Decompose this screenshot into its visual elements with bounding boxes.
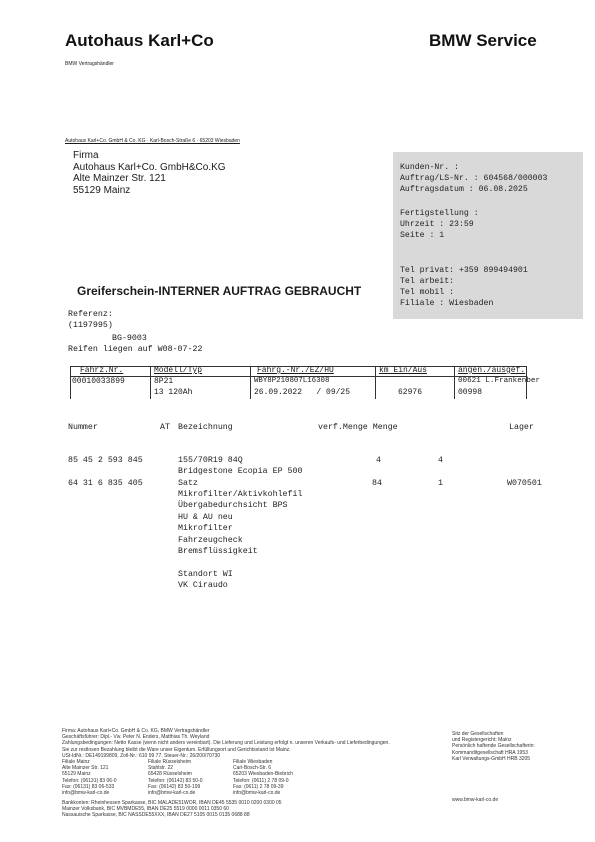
footer-branch-line: Telefon: (06142) 83 50-0 xyxy=(148,777,203,784)
referenz-label: Referenz: xyxy=(68,310,113,319)
footer-branch-line: info@bmw-karl-co.de xyxy=(233,790,281,797)
footer-branch-line: Alte Mainzer Str. 121 xyxy=(62,765,109,772)
recipient-line-4: 55129 Mainz xyxy=(73,184,131,196)
items-header-bezeichnung: Bezeichnung xyxy=(178,423,233,432)
footer-register-line: Kommanditgesellschaft HRA 1953 xyxy=(452,749,528,756)
vehicle-col-sep xyxy=(454,366,455,399)
service-brand: BMW Service xyxy=(429,31,537,50)
footer-bank-line: Nassauische Sparkasse, BIC NASSDE55XXX, IBAN DE27 5105 0015 0135 0688 88 xyxy=(62,812,250,819)
info-tel-privat: Tel privat: +359 899494901 xyxy=(400,266,528,275)
footer-branch-line: info@bmw-karl-co.de xyxy=(148,790,196,797)
items-header-menge: verf.Menge Menge xyxy=(318,423,398,432)
document-title: Greiferschein-INTERNER AUFTRAG GEBRAUCHT xyxy=(77,284,362,298)
sender-line: Autohaus Karl+Co. GmbH & Co. KG · Karl-Bosch-Straße 6 · 65203 Wiesbaden xyxy=(65,138,240,144)
item-2-lager: W070501 xyxy=(507,479,542,488)
vehicle-km: 62976 xyxy=(398,388,423,397)
info-datum: Auftragsdatum : 06.08.2025 xyxy=(400,185,528,194)
footer-branch-line: Telefon: (0611) 2 78 09-0 xyxy=(233,777,289,784)
footer-branch-wiesbaden xyxy=(233,759,293,796)
vehicle-vin: WBY8P210807L16308 xyxy=(254,377,330,385)
vehicle-header-km: km Ein/Aus xyxy=(379,366,428,375)
reifen-location: Reifen liegen auf W08-07-22 xyxy=(68,345,203,354)
footer-branch-line: 65203 Wiesbaden-Biebrich xyxy=(233,771,294,778)
vehicle-table xyxy=(70,366,541,399)
footer-bank-line: Bankkonten: Rheinhessen Sparkasse, BIC MALADE51WOR, IBAN DE45 5535 0010 0200 0300 05 xyxy=(62,800,282,806)
vehicle-header-angen: angen./ausgef. xyxy=(458,366,526,375)
footer-branch-line: Carl-Bosch-Str. 6 xyxy=(233,765,272,772)
item-2-bez-line-6: Fahrzeugcheck xyxy=(178,536,243,545)
footer-branch-line: 55129 Mainz xyxy=(62,771,91,778)
footer-branch-ruesselsheim xyxy=(148,759,202,796)
item-2-bez-line-7: Bremsflüssigkeit xyxy=(178,547,258,556)
footer-legal-line: Zahlungsbedingungen: Netto Kasse (wenn nicht anders vereinbart). Die Lieferung und Leistung erfolgt n. unseren Verkaufs- und Lieferbedingungen. xyxy=(62,740,390,747)
order-info-box xyxy=(393,152,583,319)
items-header-lager: Lager xyxy=(509,423,534,432)
vehicle-ausgefuehrt: 00998 xyxy=(458,388,483,397)
footer-register xyxy=(452,731,535,762)
footer-register-line: Karl Verwaltungs-GmbH HRB 3205 xyxy=(452,755,531,762)
vehicle-col-sep xyxy=(150,366,151,399)
item-2-bez-line-1: Satz xyxy=(178,479,198,488)
item-2-menge: 1 xyxy=(438,479,443,488)
info-tel-arbeit: Tel arbeit: xyxy=(400,277,455,286)
footer-branch-line: Filiale Wiesbaden xyxy=(233,759,273,765)
info-tel-mobil: Tel mobil : xyxy=(400,288,455,297)
footer-website[interactable]: www.bmw-karl-co.de xyxy=(452,797,499,803)
footer-register-line: und Registergericht: Mainz xyxy=(452,737,512,744)
item-2-bez-line-4: HU & AU neu xyxy=(178,513,233,522)
footer-branch-line: Fax: (06142) 83 50-199 xyxy=(148,783,201,790)
footer-register-line: Persönlich haftende Gesellschafterin: xyxy=(452,743,535,750)
item-1-bez-line-2: Bridgestone Ecopia EP 500 xyxy=(178,467,303,476)
item-2-bez-line-2: Mikrofilter/Aktivkohlefil xyxy=(178,490,303,499)
info-seite: Seite : 1 xyxy=(400,231,445,240)
footer-branch-line: info@bmw-karl-co.de xyxy=(62,790,110,797)
item-2-bez-line-3: Übergabedurchsicht BPS xyxy=(178,501,288,510)
vehicle-header-fahrg: Fahrg.-Nr./EZ/HU xyxy=(257,366,334,375)
footer-bank xyxy=(62,800,282,819)
vehicle-fahrz-nr: 00010033899 xyxy=(72,377,125,386)
item-2-nummer: 64 31 6 835 405 xyxy=(68,479,143,488)
footer-register-line: Sitz der Gesellschaften xyxy=(452,731,504,737)
company-subtitle: BMW Vertragshändler xyxy=(65,61,114,67)
footer-branch-line: Filiale Mainz xyxy=(62,759,90,765)
footer-bank-line: Mainzer Volksbank, BIC MVBMDE55, IBAN DE25 5519 0000 0011 0350 60 xyxy=(62,806,229,813)
item-1-verf-menge: 4 xyxy=(376,456,381,465)
referenz-value: (1197995) xyxy=(68,321,113,330)
item-2-verf-menge: 84 xyxy=(372,479,382,488)
footer-branch-line: Stahlstr. 22 xyxy=(148,765,174,772)
company-name: Autohaus Karl+Co xyxy=(65,31,214,50)
footer-legal xyxy=(62,728,390,759)
footer-legal-line: Firma: Autohaus Karl+Co. GmbH & Co. KG, BMW Vertragshändler xyxy=(62,728,210,734)
footer-legal-line: Geschäftsführer: Dipl.- Vw. Peter N. Enders, Matthias Th. Weyland xyxy=(62,734,210,741)
footer-legal-line: USt-IdNr.: DE149199809, Zoll-Nr.: 610 99 77, Steuer-Nr.: 26/200/70730 xyxy=(62,752,221,759)
vehicle-col-sep xyxy=(375,366,376,399)
info-fertigstellung: Fertigstellung : xyxy=(400,209,479,218)
items-header-nummer: Nummer xyxy=(68,423,98,432)
recipient-line-1: Firma xyxy=(73,150,99,161)
standort-line-2: VK Ciraudo xyxy=(178,581,228,590)
footer-branch-line: 65428 Rüsselsheim xyxy=(148,771,192,778)
footer-branch-mainz xyxy=(62,759,116,796)
vehicle-col-sep xyxy=(250,366,251,399)
vehicle-battery: 13 120Ah xyxy=(154,388,193,397)
vehicle-angenommen: 00621 L.Frankenber xyxy=(458,377,541,385)
item-1-bez-line-1: 155/70R19 84Q xyxy=(178,456,243,465)
info-uhrzeit: Uhrzeit : 23:59 xyxy=(400,220,474,229)
recipient-address xyxy=(73,150,226,196)
referenz-code: BG-9003 xyxy=(112,334,147,343)
items-header-at: AT xyxy=(160,423,170,432)
info-filiale: Filiale : Wiesbaden xyxy=(400,299,494,308)
footer-branch-line: Fax: (06131) 83 06-533 xyxy=(62,783,115,790)
info-kunden-nr: Kunden-Nr. : xyxy=(400,163,459,172)
standort-line-1: Standort WI xyxy=(178,570,233,579)
item-1-menge: 4 xyxy=(438,456,443,465)
info-auftrag: Auftrag/LS-Nr. : 604568/000003 xyxy=(400,174,548,183)
vehicle-ez-hu: 26.09.2022 / 09/25 xyxy=(254,388,351,397)
item-1-nummer: 85 45 2 593 845 xyxy=(68,456,143,465)
vehicle-modell: 8P21 xyxy=(154,377,174,386)
footer-legal-line: Sie zur restlosen Bezahlung bleibt die Ware unser Eigentum. Erfüllungsort und Gerichtsstand ist Mainz. xyxy=(62,746,291,753)
recipient-line-3: Alte Mainzer Str. 121 xyxy=(73,173,166,184)
footer-branch-line: Filiale Rüsselsheim xyxy=(148,759,192,765)
footer-branch-line: Telefon: (06131) 83 06-0 xyxy=(62,777,117,784)
vehicle-header-fahrz: Fahrz.Nr. xyxy=(80,366,124,375)
item-2-bez-line-5: Mikrofilter xyxy=(178,524,233,533)
vehicle-col-sep xyxy=(70,366,71,399)
vehicle-header-modell: Modell/Typ xyxy=(154,366,203,375)
footer-branch-line: Fax: (0611) 2 78 09-39 xyxy=(233,783,284,790)
recipient-line-2: Autohaus Karl+Co. GmbH&Co.KG xyxy=(73,161,226,173)
